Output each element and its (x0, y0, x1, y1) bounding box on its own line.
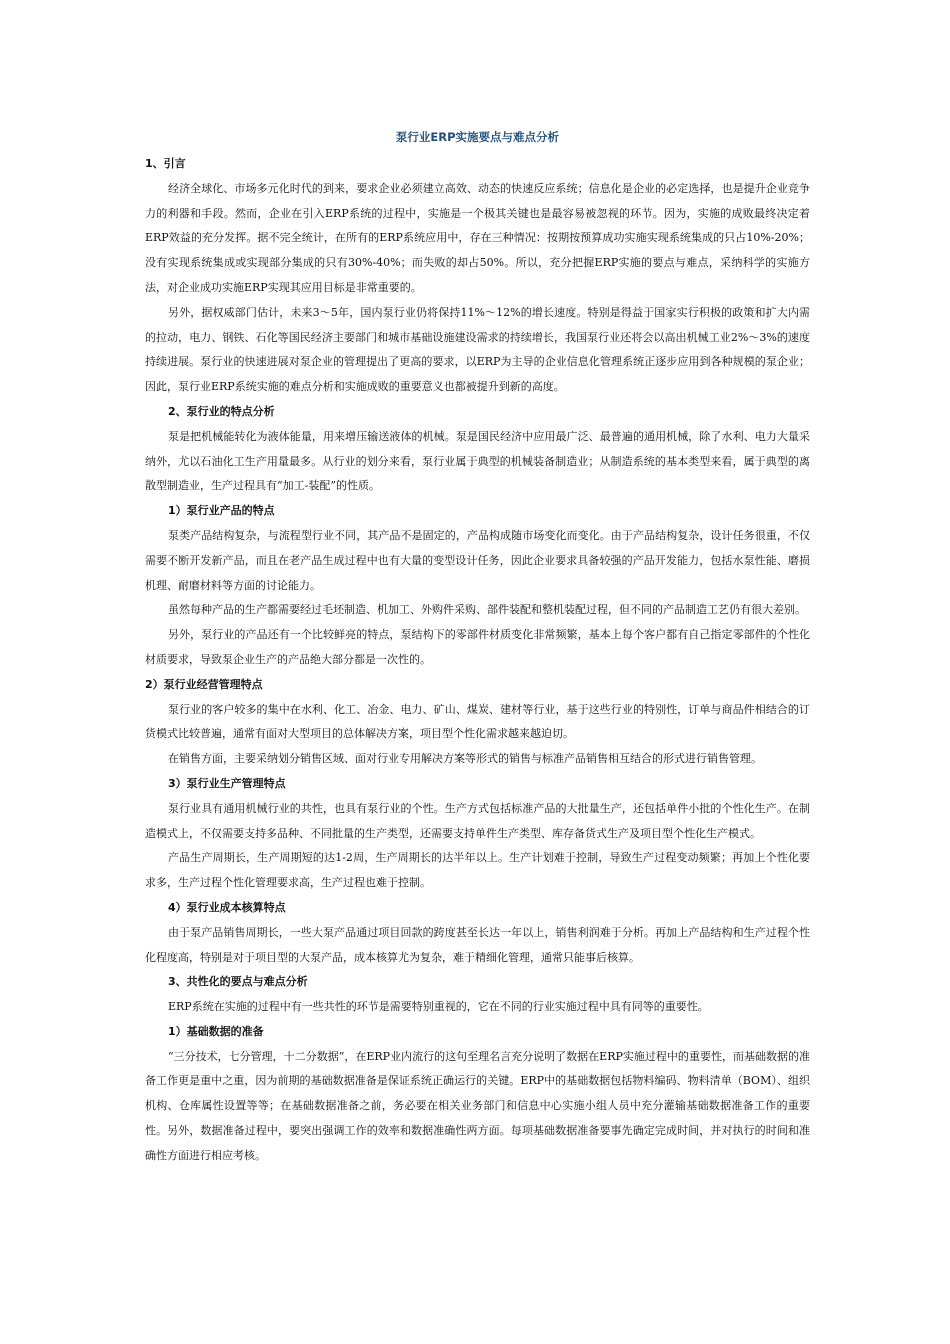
paragraph: 泵是把机械能转化为液体能量，用来增压输送液体的机械。泵是国民经济中应用最广泛、最普遍的通用机械，除了水利、电力大量采纳外，尤以石油化工生产用量最多。从行业的划分来看，泵行业属于典型的机械装备制造业；从制造系统的基本类型来看，属于典型的离散型制造业，生产过程具有“加工-装配”的性质。 (145, 429, 810, 493)
paragraph: 泵行业的客户较多的集中在水利、化工、冶金、电力、矿山、煤炭、建材等行业，基于这些行业的特别性，订单与商品件相结合的订货模式比较普遍，通常有面对大型项目的总体解决方案，项目型个性化需求越来越迫切。 (145, 702, 810, 741)
paragraph: 经济全球化、市场多元化时代的到来，要求企业必须建立高效、动态的快速反应系统；信息化是企业的必定选择，也是提升企业竞争力的利器和手段。然而，企业在引入ERP系统的过程中，实施是一个极其关键也是最容易被忽视的环节。因为，实施的成败最终决定着ERP效益的充分发挥。据不完全统计，在所有的ERP系统应用中，存在三种情况：按期按预算成功实施实现系统集成的只占10%-20%；没有实现系统集成或实现部分集成的只有30%-40%；而失败的却占50%。所以，充分把握ERP实施的要点与难点，采纳科学的实施方法，对企业成功实施ERP实现其应用目标是非常重要的。 (145, 181, 810, 294)
document-body (145, 128, 810, 1169)
paragraph: “三分技术，七分管理，十二分数据”，在ERP业内流行的这句至理名言充分说明了数据在ERP实施过程中的重要性，而基础数据的准备工作更是重中之重，因为前期的基础数据准备是保证系统正确运行的关键。ERP中的基础数据包括物料编码、物料清单（BOM）、组织机构、仓库属性设置等等；在基础数据准备之前，务必要在相关业务部门和信息中心实施小组人员中充分灌输基础数据准备工作的重要性。另外，数据准备过程中，要突出强调工作的效率和数据准确性两方面。每项基础数据准备要事先确定完成时间，并对执行的时间和准确性方面进行相应考核。 (145, 1049, 810, 1162)
paragraph: 在销售方面，主要采纳划分销售区域、面对行业专用解决方案等形式的销售与标准产品销售相互结合的形式进行销售管理。 (168, 752, 762, 766)
paragraph: 虽然每种产品的生产都需要经过毛坯制造、机加工、外购件采购、部件装配和整机装配过程，但不同的产品制造工艺仍有很大差别。 (168, 603, 806, 617)
paragraph: 泵行业具有通用机械行业的共性，也具有泵行业的个性。生产方式包括标准产品的大批量生产，还包括单件小批的个性化生产。在制造模式上，不仅需要支持多品种、不同批量的生产类型，还需要支持单件生产类型、库存备货式生产及项目型个性化生产模式。 (145, 801, 810, 840)
section-heading: 1）基础数据的准备 (168, 1024, 264, 1038)
paragraph: 由于泵产品销售周期长，一些大泵产品通过项目回款的跨度甚至长达一年以上，销售利润难于分析。再加上产品结构和生产过程个性化程度高，特别是对于项目型的大泵产品，成本核算尤为复杂，难于精细化管理，通常只能事后核算。 (145, 925, 810, 964)
section-heading: 4）泵行业成本核算特点 (168, 900, 286, 914)
section-heading: 1、引言 (145, 157, 186, 170)
section-heading: 1）泵行业产品的特点 (168, 504, 275, 518)
paragraph: 产品生产周期长，生产周期短的达1-2周，生产周期长的达半年以上。生产计划难于控制，导致生产过程变动频繁；再加上个性化要求多，生产过程个性化管理要求高，生产过程也难于控制。 (145, 851, 810, 890)
paragraph: 泵类产品结构复杂，与流程型行业不同，其产品不是固定的，产品构成随市场变化而变化。由于产品结构复杂，设计任务很重，不仅需要不断开发新产品，而且在老产品生成过程中也有大量的变型设计任务，因此企业要求具备较强的产品开发能力，包括水泵性能、磨损机理、耐磨材料等方面的讨论能力。 (145, 528, 810, 592)
document-title: 泵行业ERP实施要点与难点分析 (395, 130, 560, 144)
paragraph: 另外，泵行业的产品还有一个比较鲜亮的特点，泵结构下的零部件材质变化非常频繁，基本上每个客户都有自己指定零部件的个性化材质要求，导致泵企业生产的产品绝大部分都是一次性的。 (145, 628, 810, 666)
paragraph: 另外，据权威部门估计，未来3～5年，国内泵行业仍将保持11%～12%的增长速度。特别是得益于国家实行积极的政策和扩大内需的拉动，电力、钢铁、石化等国民经济主要部门和城市基础设施建设需求的持续增长，我国泵行业还将会以高出机械工业2%～3%的速度持续进展。泵行业的快速进展对泵企业的管理提出了更高的要求，以ERP为主导的企业信息化管理系统正逐步应用到各种规模的泵企业；因此，泵行业ERP系统实施的难点分析和实施成败的重要意义也都被提升到新的高度。 (145, 305, 810, 394)
section-heading: 2）泵行业经营管理特点 (145, 677, 263, 691)
paragraph: ERP系统在实施的过程中有一些共性的环节是需要特别重视的，它在不同的行业实施过程中具有同等的重要性。 (168, 1000, 709, 1014)
section-heading: 3）泵行业生产管理特点 (168, 776, 286, 790)
section-heading: 2、泵行业的特点分析 (168, 404, 275, 418)
section-heading: 3、共性化的要点与难点分析 (168, 975, 308, 989)
document-blocks (145, 152, 810, 1169)
